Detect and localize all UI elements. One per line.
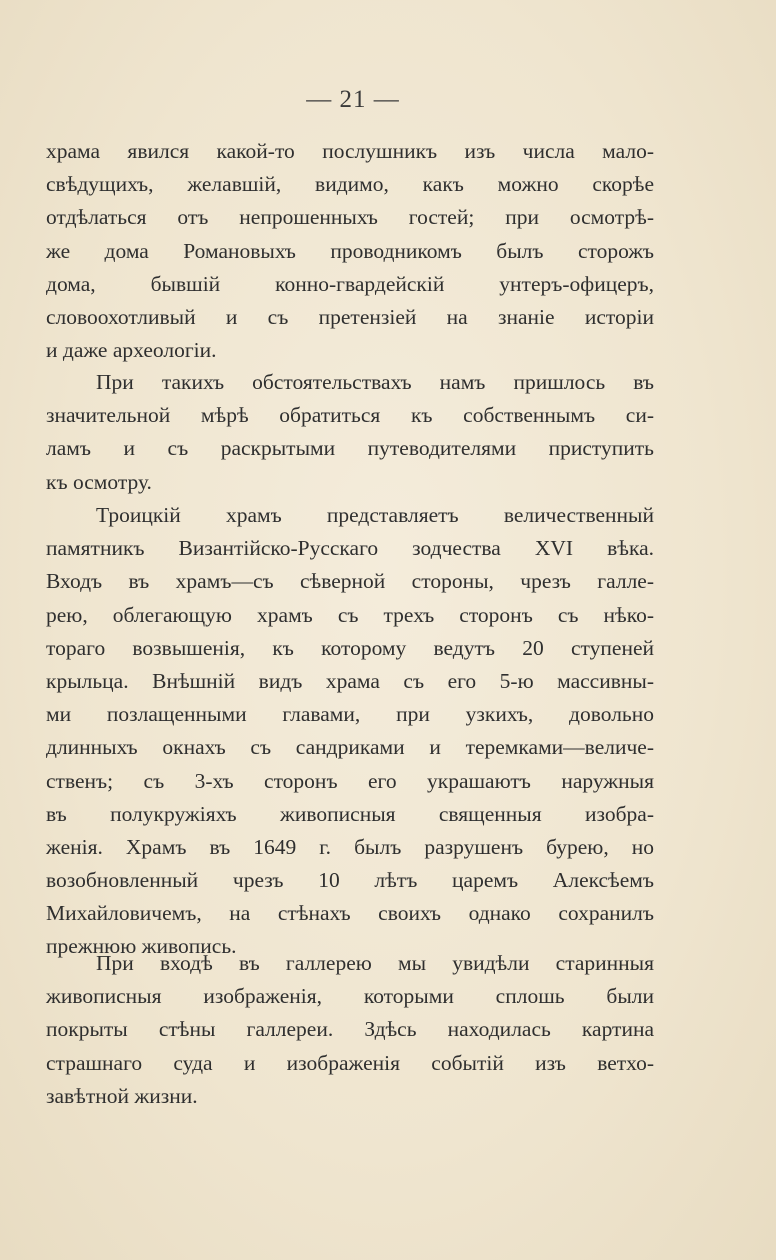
- paragraph-4: [46, 947, 654, 1113]
- text-line: прежнюю живопись.: [46, 934, 237, 959]
- text-line: дома, бывшій конно-гвардейскій унтеръ-офицеръ,: [46, 271, 654, 296]
- text-line: живописныя изображенія, которыми сплошь были: [46, 984, 654, 1009]
- text-line: возобновленный чрезъ 10 лѣтъ царемъ Алексѣемъ: [46, 868, 654, 893]
- paragraph-1: [46, 135, 654, 367]
- text-line: рею, облегающую храмъ съ трехъ сторонъ съ нѣко-: [46, 602, 654, 627]
- text-line: отдѣлаться отъ непрошенныхъ гостей; при осмотрѣ-: [46, 205, 654, 230]
- text-line: и даже археологіи.: [46, 338, 217, 363]
- text-line: къ осмотру.: [46, 469, 152, 494]
- text-line: словоохотливый и съ претензіей на знаніе исторіи: [46, 304, 654, 329]
- paragraph-3: [46, 499, 654, 964]
- text-line: При входѣ въ галлерею мы увидѣли старинныя: [96, 951, 654, 975]
- text-line: же дома Романовыхъ проводникомъ былъ сторожъ: [46, 238, 654, 263]
- text-line: Входъ въ храмъ—съ сѣверной стороны, чрезъ галле-: [46, 569, 654, 594]
- text-line: тораго возвышенія, къ которому ведутъ 20 ступеней: [46, 635, 654, 660]
- text-line: свѣдущихъ, желавшій, видимо, какъ можно скорѣе: [46, 172, 654, 197]
- text-line: ламъ и съ раскрытыми путеводителями приступить: [46, 436, 654, 461]
- text-line: страшнаго суда и изображенія событій изъ ветхо-: [46, 1050, 654, 1075]
- text-line: въ полукружіяхъ живописныя священныя изобра-: [46, 801, 654, 826]
- page-number: — 21 —: [306, 86, 400, 113]
- text-line: храма явился какой-то послушникъ изъ числа мало-: [46, 139, 654, 163]
- text-line: Троицкій храмъ представляетъ величественный: [96, 503, 654, 527]
- text-line: памятникъ Византійско-Русскаго зодчества XVI вѣка.: [46, 536, 654, 561]
- text-line: крыльца. Внѣшній видъ храма съ его 5-ю массивны-: [46, 668, 654, 693]
- text-line: ми позлащенными главами, при узкихъ, довольно: [46, 702, 654, 727]
- paragraph-2: [46, 366, 654, 499]
- text-line: ственъ; съ 3-хъ сторонъ его украшаютъ наружныя: [46, 768, 654, 793]
- text-line: завѣтной жизни.: [46, 1083, 198, 1108]
- text-line: Михайловичемъ, на стѣнахъ своихъ однако сохранилъ: [46, 901, 654, 926]
- text-line: покрыты стѣны галлереи. Здѣсь находилась картина: [46, 1017, 654, 1042]
- text-line: значительной мѣрѣ обратиться къ собственнымъ си-: [46, 403, 654, 428]
- text-line: длинныхъ окнахъ съ сандриками и теремками—величе-: [46, 735, 654, 760]
- text-line: При такихъ обстоятельствахъ намъ пришлось въ: [96, 370, 654, 394]
- text-line: женія. Храмъ въ 1649 г. былъ разрушенъ бурею, но: [46, 834, 654, 859]
